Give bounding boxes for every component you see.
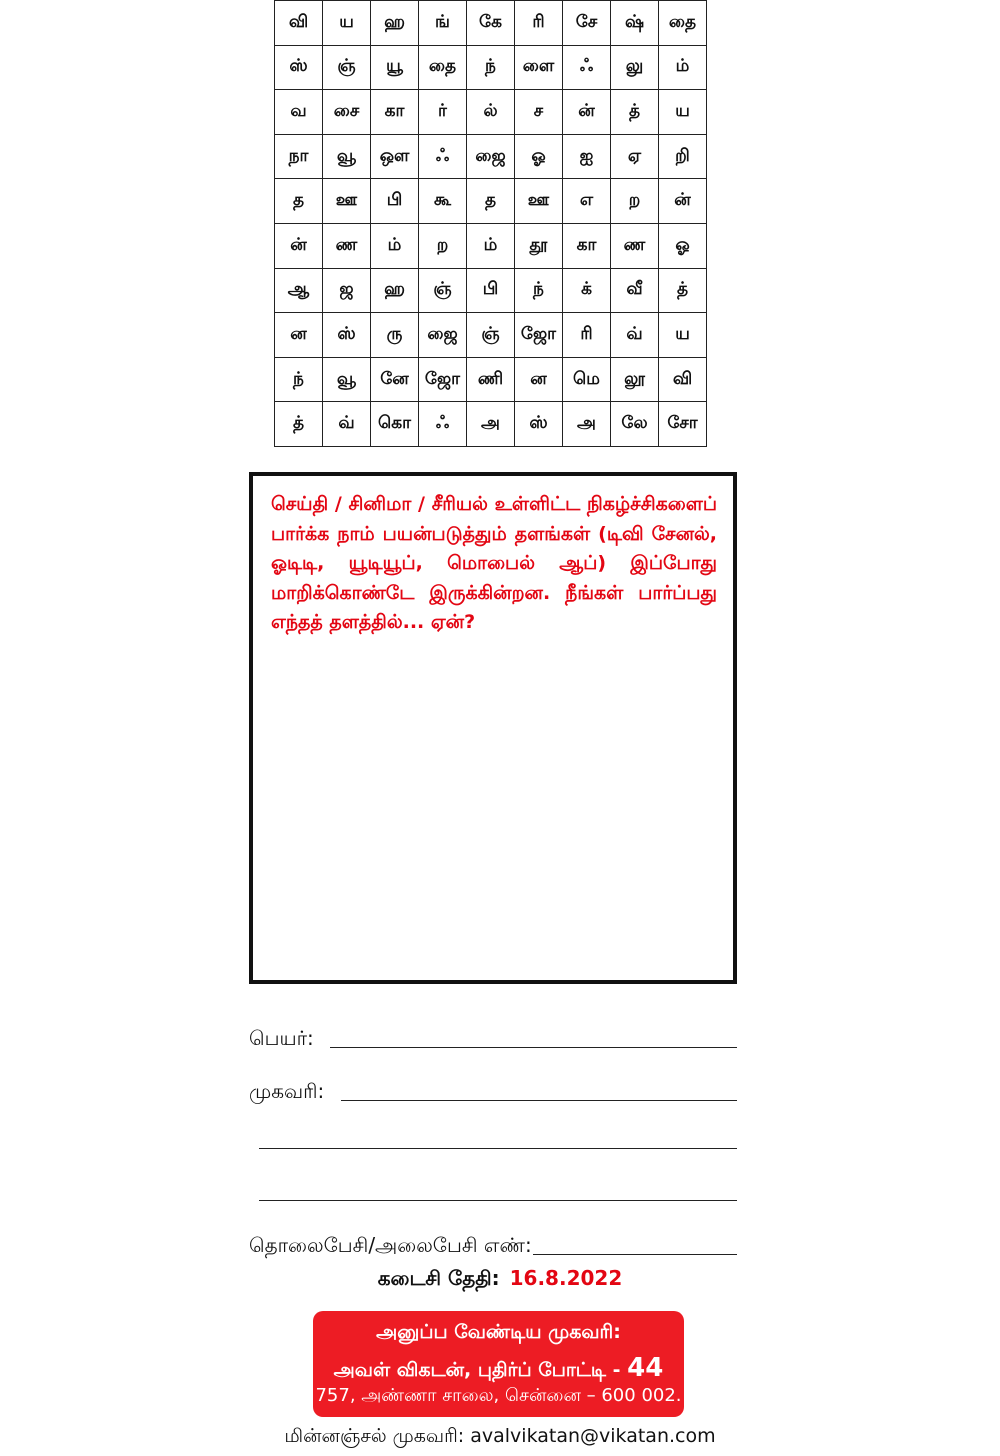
grid-cell[interactable]: ஹ [371,1,419,46]
grid-cell[interactable]: ன் [275,223,323,268]
grid-cell[interactable]: லு [611,45,659,90]
grid-cell[interactable]: வ [275,90,323,135]
deadline-label: கடைசி தேதி: [377,1266,500,1290]
grid-cell[interactable]: ய [323,1,371,46]
grid-cell[interactable]: ந் [275,357,323,402]
address-label: முகவரி: [249,1079,325,1103]
grid-cell[interactable]: ஜோ [419,357,467,402]
grid-cell[interactable]: சே [563,1,611,46]
grid-cell[interactable]: ன [515,357,563,402]
question-text: செய்தி / சினிமா / சீரியல் உள்ளிட்ட நிகழ்ச்சிகளைப் பார்க்க நாம் பயன்படுத்தும் தளங்கள் (டிவி சேனல், ஓடிடி, யூடியூப், மொபைல் ஆப்) இப்போது மாறிக்கொண்டே இருக்கின்றன. நீங்கள் பார்ப்பது எந்தத் தளத்தில்... ஏன்? [271,493,717,633]
grid-cell[interactable]: ன் [659,179,707,224]
grid-cell[interactable]: னே [371,357,419,402]
grid-row [275,223,707,268]
grid-cell[interactable]: ஓ [659,223,707,268]
grid-cell[interactable]: ஸ் [515,402,563,447]
grid-cell[interactable]: ஹ [371,268,419,313]
grid-cell[interactable]: ஓ [515,134,563,179]
grid-cell[interactable]: ஃ [419,402,467,447]
send-address-box [313,1311,684,1417]
grid-cell[interactable]: அ [467,402,515,447]
grid-cell[interactable]: ற [611,179,659,224]
email-address: மின்னஞ்சல் முகவரி: avalvikatan@vikatan.com [284,1425,716,1447]
grid-cell[interactable]: தூ [515,223,563,268]
grid-row [275,90,707,135]
grid-cell[interactable]: கா [371,90,419,135]
send-address-line1 [313,1353,684,1384]
grid-row [275,45,707,90]
grid-cell[interactable]: பி [371,179,419,224]
grid-cell[interactable]: ரு [371,313,419,358]
address-field-line[interactable] [341,1100,737,1101]
grid-cell[interactable]: ஞ் [419,268,467,313]
grid-cell[interactable]: சை [323,90,371,135]
grid-cell[interactable]: வீ [611,268,659,313]
deadline-date: 16.8.2022 [509,1266,623,1290]
grid-row [275,268,707,313]
grid-cell[interactable]: ண [611,223,659,268]
send-address-magazine: அவள் விகடன், புதிர்ப் போட்டி - [333,1359,621,1381]
answer-box[interactable] [249,472,737,984]
grid-cell[interactable]: கா [563,223,611,268]
grid-cell[interactable]: க் [563,268,611,313]
grid-cell[interactable]: வ் [323,402,371,447]
grid-cell[interactable]: ன் [563,90,611,135]
grid-cell[interactable]: ஜை [467,134,515,179]
grid-cell[interactable]: ங் [419,1,467,46]
name-field-line[interactable] [330,1047,737,1048]
grid-cell[interactable]: ர் [419,90,467,135]
grid-cell[interactable]: ஃ [563,45,611,90]
grid-cell[interactable]: ம் [371,223,419,268]
grid-cell[interactable]: ஏ [611,134,659,179]
grid-cell[interactable]: ய [659,90,707,135]
grid-cell[interactable]: ஸ் [323,313,371,358]
grid-cell[interactable]: த [275,179,323,224]
grid-row [275,1,707,46]
grid-cell[interactable]: கொ [371,402,419,447]
grid-cell[interactable]: அ [563,402,611,447]
grid-cell[interactable]: ஞ் [467,313,515,358]
grid-cell[interactable]: ஃ [419,134,467,179]
grid-cell[interactable]: கூ [419,179,467,224]
grid-cell[interactable]: லூ [611,357,659,402]
grid-cell[interactable]: மெ [563,357,611,402]
grid-cell[interactable]: ஊ [323,179,371,224]
grid-cell[interactable]: எ [563,179,611,224]
grid-cell[interactable]: வி [275,1,323,46]
grid-cell[interactable]: த் [275,402,323,447]
grid-row [275,179,707,224]
grid-cell[interactable]: த் [659,268,707,313]
grid-cell[interactable]: தை [419,45,467,90]
grid-cell[interactable]: யூ [371,45,419,90]
grid-cell[interactable]: த் [611,90,659,135]
grid-cell[interactable]: ரி [563,313,611,358]
grid-cell[interactable]: ந் [515,268,563,313]
grid-cell[interactable]: ஷ் [611,1,659,46]
grid-cell[interactable]: ஆ [275,268,323,313]
grid-cell[interactable]: றி [659,134,707,179]
grid-cell[interactable]: ஜ [323,268,371,313]
grid-cell[interactable]: சோ [659,402,707,447]
grid-cell[interactable]: ஞ் [323,45,371,90]
name-label: பெயர்: [249,1026,314,1050]
grid-cell[interactable]: கே [467,1,515,46]
grid-cell[interactable]: ச [515,90,563,135]
contest-number: 44 [627,1353,664,1383]
grid-cell[interactable]: நா [275,134,323,179]
grid-cell[interactable]: ண [323,223,371,268]
grid-cell[interactable]: ய [659,313,707,358]
grid-cell[interactable]: ஸ் [275,45,323,90]
grid-row [275,357,707,402]
grid-cell[interactable]: ஜோ [515,313,563,358]
word-search-grid [274,0,707,447]
grid-cell[interactable]: ந் [467,45,515,90]
send-address-line2: 757, அண்ணா சாலை, சென்னை – 600 002. [315,1385,682,1406]
grid-cell[interactable]: ற [419,223,467,268]
grid-cell[interactable]: ளை [515,45,563,90]
grid-cell[interactable]: வ் [611,313,659,358]
grid-cell[interactable]: ம் [659,45,707,90]
grid-cell[interactable]: ஒள [371,134,419,179]
grid-cell[interactable]: ஐ [563,134,611,179]
phone-label: தொலைபேசி/அலைபேசி எண்: [249,1233,532,1257]
grid-cell[interactable]: லே [611,402,659,447]
grid-cell[interactable]: தை [659,1,707,46]
grid-cell[interactable]: ல் [467,90,515,135]
grid-cell[interactable]: ம் [467,223,515,268]
send-address-title: அனுப்ப வேண்டிய முகவரி: [376,1321,621,1343]
grid-cell[interactable]: ரி [515,1,563,46]
grid-row [275,134,707,179]
grid-cell[interactable]: ஜை [419,313,467,358]
grid-cell[interactable]: வூ [323,357,371,402]
grid-cell[interactable]: த [467,179,515,224]
grid-row [275,313,707,358]
grid-cell[interactable]: வி [659,357,707,402]
address-field-line-2[interactable] [259,1148,737,1149]
phone-field-line[interactable] [533,1254,737,1255]
grid-cell[interactable]: ணி [467,357,515,402]
grid-cell[interactable]: வூ [323,134,371,179]
grid-cell[interactable]: ன [275,313,323,358]
grid-cell[interactable]: பி [467,268,515,313]
grid-cell[interactable]: ஊ [515,179,563,224]
deadline [0,1266,1000,1293]
grid-row [275,402,707,447]
address-field-line-3[interactable] [259,1200,737,1201]
